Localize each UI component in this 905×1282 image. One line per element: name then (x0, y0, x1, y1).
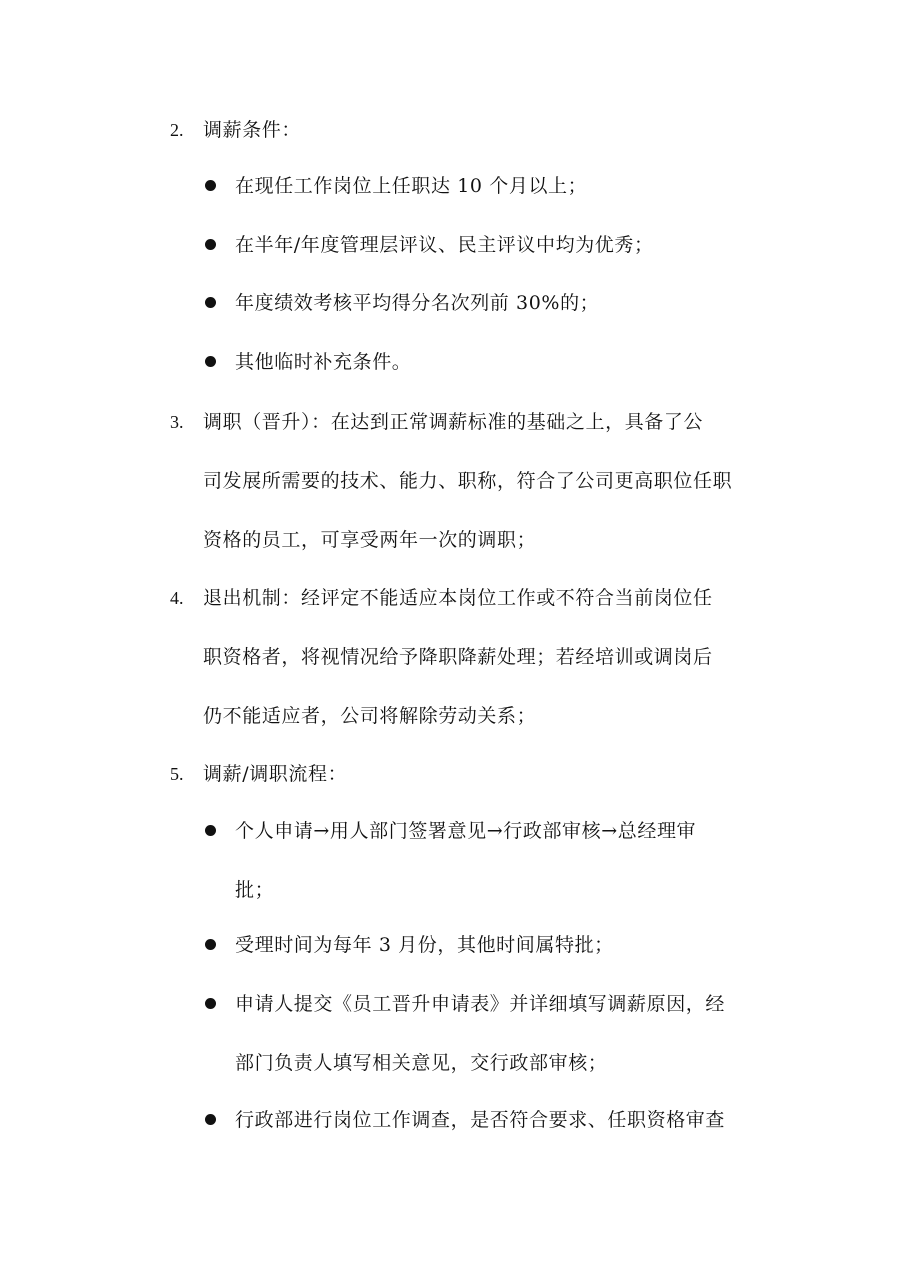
section-number: 4. (170, 588, 184, 608)
bullet-dot (205, 939, 216, 950)
bullet-dot (205, 1114, 216, 1125)
bullet-text: 在半年/年度管理层评议、民主评议中均为优秀； (235, 234, 654, 256)
bullet-dot (205, 239, 216, 250)
paragraph-line: 司发展所需要的技术、能力、职称，符合了公司更高职位任职 (203, 470, 733, 492)
section-number: 5. (170, 764, 184, 784)
bullet-text: 行政部进行岗位工作调查，是否符合要求、任职资格审查 (235, 1109, 726, 1131)
bullet-text: 其他临时补充条件。 (235, 351, 412, 373)
bullet-dot (205, 297, 216, 308)
bullet-dot (205, 356, 216, 367)
bullet-text-continuation: 部门负责人填写相关意见，交行政部审核； (235, 1052, 608, 1074)
bullet-text-continuation: 批； (235, 879, 275, 901)
section-number: 3. (170, 412, 184, 432)
paragraph-line: 退出机制：经评定不能适应本岗位工作或不符合当前岗位任 (203, 587, 713, 609)
section-number: 2. (170, 120, 184, 140)
bullet-text: 年度绩效考核平均得分名次列前 30%的； (235, 292, 600, 314)
bullet-dot (205, 180, 216, 191)
bullet-dot (205, 998, 216, 1009)
bullet-text: 在现任工作岗位上任职达 10 个月以上； (235, 175, 588, 197)
bullet-text: 申请人提交《员工晋升申请表》并详细填写调薪原因，经 (235, 993, 726, 1015)
paragraph-line: 调职（晋升）：在达到正常调薪标准的基础之上，具备了公 (203, 411, 704, 433)
paragraph-line: 仍不能适应者，公司将解除劳动关系； (203, 705, 537, 727)
section-title: 调薪条件： (203, 119, 302, 141)
bullet-text: 个人申请→用人部门签署意见→行政部审核→总经理审 (235, 820, 697, 842)
bullet-dot (205, 825, 216, 836)
paragraph-line: 职资格者，将视情况给予降职降薪处理；若经培训或调岗后 (203, 646, 713, 668)
bullet-text: 受理时间为每年 3 月份，其他时间属特批； (235, 934, 614, 956)
paragraph-line: 资格的员工，可享受两年一次的调职； (203, 529, 537, 551)
section-title: 调薪/调职流程： (203, 763, 348, 785)
